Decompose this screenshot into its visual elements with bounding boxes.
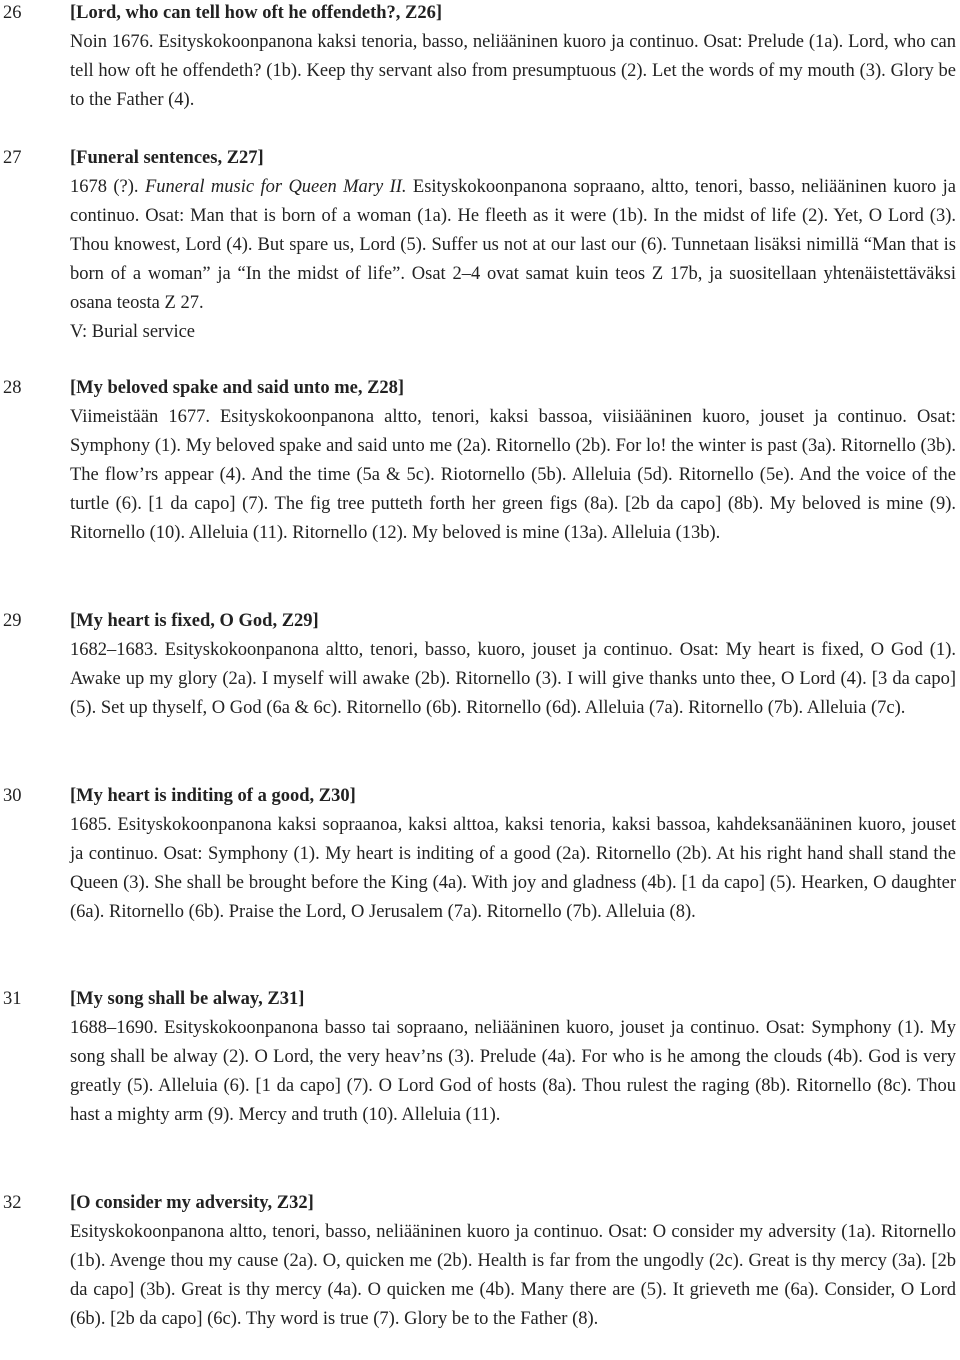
entry-number: 30 bbox=[3, 786, 22, 806]
entry-title: [My heart is fixed, O God, Z29] bbox=[70, 611, 319, 631]
entry-description: Noin 1676. Esityskokoonpanona kaksi tenoria, basso, neliääninen kuoro ja continuo. Osat: Prelude (1a). Lord, who can tell how oft he offendeth? (1b). Keep thy servant also from presumptuous (2). Let the words of my mouth (3). Glory be to the Father (4). bbox=[70, 32, 956, 110]
entry-description: 1688–1690. Esityskokoonpanona basso tai sopraano, neliääninen kuoro, jouset ja continuo. Osat: Symphony (1). My song shall be alway (2). O Lord, the very heav’ns (3). Prelude (4a). For who is he among the clouds (4b). God is very greatly (5). Alleluia (6). [1 da capo] (7). O Lord God of hosts (8a). Thou rulest the raging (8b). Ritornello (8c). Thou hast a mighty arm (9). Mercy and truth (10). Alleluia (11). bbox=[70, 1018, 956, 1125]
entry-body bbox=[70, 374, 956, 548]
entry-title: [My song shall be alway, Z31] bbox=[70, 989, 305, 1009]
entry-title: [O consider my adversity, Z32] bbox=[70, 1193, 314, 1213]
entry-number: 28 bbox=[3, 378, 22, 398]
entry-body bbox=[70, 1189, 956, 1334]
description-date: 1678 (?). bbox=[70, 177, 145, 197]
entry-number: 31 bbox=[3, 989, 22, 1009]
entry-description: 1685. Esityskokoonpanona kaksi sopraanoa, kaksi alttoa, kaksi tenoria, kaksi bassoa, kahdeksanääninen kuoro, jouset ja continuo. Osat: Symphony (1). My heart is inditing of a good (2a). Ritornello (2b). At his right hand shall stand the Queen (3). She shall be brought before the King (4a). With joy and gladness (4b). [1 da capo] (5). Hearken, O daughter (6a). Ritornello (6b). Praise the Lord, O Jerusalem (7a). Ritornello (7b). Alleluia (8). bbox=[70, 815, 956, 922]
entry-number: 27 bbox=[3, 148, 22, 168]
description-text: Esityskokoonpanona sopraano, altto, tenori, basso, neliääninen kuoro ja continuo. Osat: Man that is born of a woman (1a). He fleeth as it were (1b). In the midst of life (2). Yet, O Lord (3). Thou knowest, Lord (4). But spare us, Lord (5). Suffer us not at our last our (6). Tunnetaan lisäksi nimillä “Man that is born of a woman” ja “In the midst of life”. Osat 2–4 ovat samat kuin teos Z 17b, ja suositellaan yhtenäistettäväksi osana teosta Z 27. bbox=[70, 177, 956, 313]
entry-title: [Lord, who can tell how oft he offendeth?, Z26] bbox=[70, 3, 443, 23]
entry-variant-title: V: Burial service bbox=[70, 322, 196, 342]
entry-description bbox=[70, 173, 956, 318]
entry-description: Viimeistään 1677. Esityskokoonpanona altto, tenori, kaksi bassoa, viisiääninen kuoro, jouset ja continuo. Osat: Symphony (1). My beloved spake and said unto me (2a). Ritornello (2b). For lo! the winter is past (3a). Ritornello (3b). The flow’rs appear (4). And the time (5a & 5c). Riotornello (5b). Alleluia (5d). Ritornello (5e). And the voice of the turtle (6). [1 da capo] (7). The fig tree putteth forth her green figs (8a). [2b da capo] (8b). My beloved is mine (9). Ritornello (10). Alleluia (11). Ritornello (12). My beloved is mine (13a). Alleluia (13b). bbox=[70, 407, 956, 543]
entry-body bbox=[70, 782, 956, 927]
entry-number: 26 bbox=[3, 3, 22, 23]
entry-title: [My heart is inditing of a good, Z30] bbox=[70, 786, 356, 806]
entry-description: 1682–1683. Esityskokoonpanona altto, tenori, basso, kuoro, jouset ja continuo. Osat: My heart is fixed, O God (1). Awake up my glory (2a). I myself will awake (2b). Ritornello (3). I will give thanks unto thee, O Lord (4). [3 da capo] (5). Set up thyself, O God (6a & 6c). Ritornello (6b). Ritornello (6d). Alleluia (7a). Ritornello (7b). Alleluia (7c). bbox=[70, 640, 956, 718]
entry-body bbox=[70, 144, 956, 347]
description-italic-title: Funeral music for Queen Mary II. bbox=[144, 177, 407, 197]
entry-description: Esityskokoonpanona altto, tenori, basso, neliääninen kuoro ja continuo. Osat: O consider my adversity (1a). Ritornello (1b). Avenge thou my cause (2a). O, quicken me (2b). Health is far from the ungodly (2c). Great is thy mercy (3a). [2b da capo] (3b). Great is thy mercy (4a). O quicken me (4b). Many there are (5). It grieveth me (6a). Consider, O Lord (6b). [2b da capo] (6c). Thy word is true (7). Glory be to the Father (8). bbox=[70, 1222, 956, 1329]
entry-body bbox=[70, 985, 956, 1130]
entry-title: [My beloved spake and said unto me, Z28] bbox=[70, 378, 405, 398]
entry-number: 29 bbox=[3, 611, 22, 631]
entry-number: 32 bbox=[3, 1193, 22, 1213]
entry-title: [Funeral sentences, Z27] bbox=[70, 148, 264, 168]
entry-body bbox=[70, 607, 956, 723]
entry-body bbox=[70, 0, 956, 115]
